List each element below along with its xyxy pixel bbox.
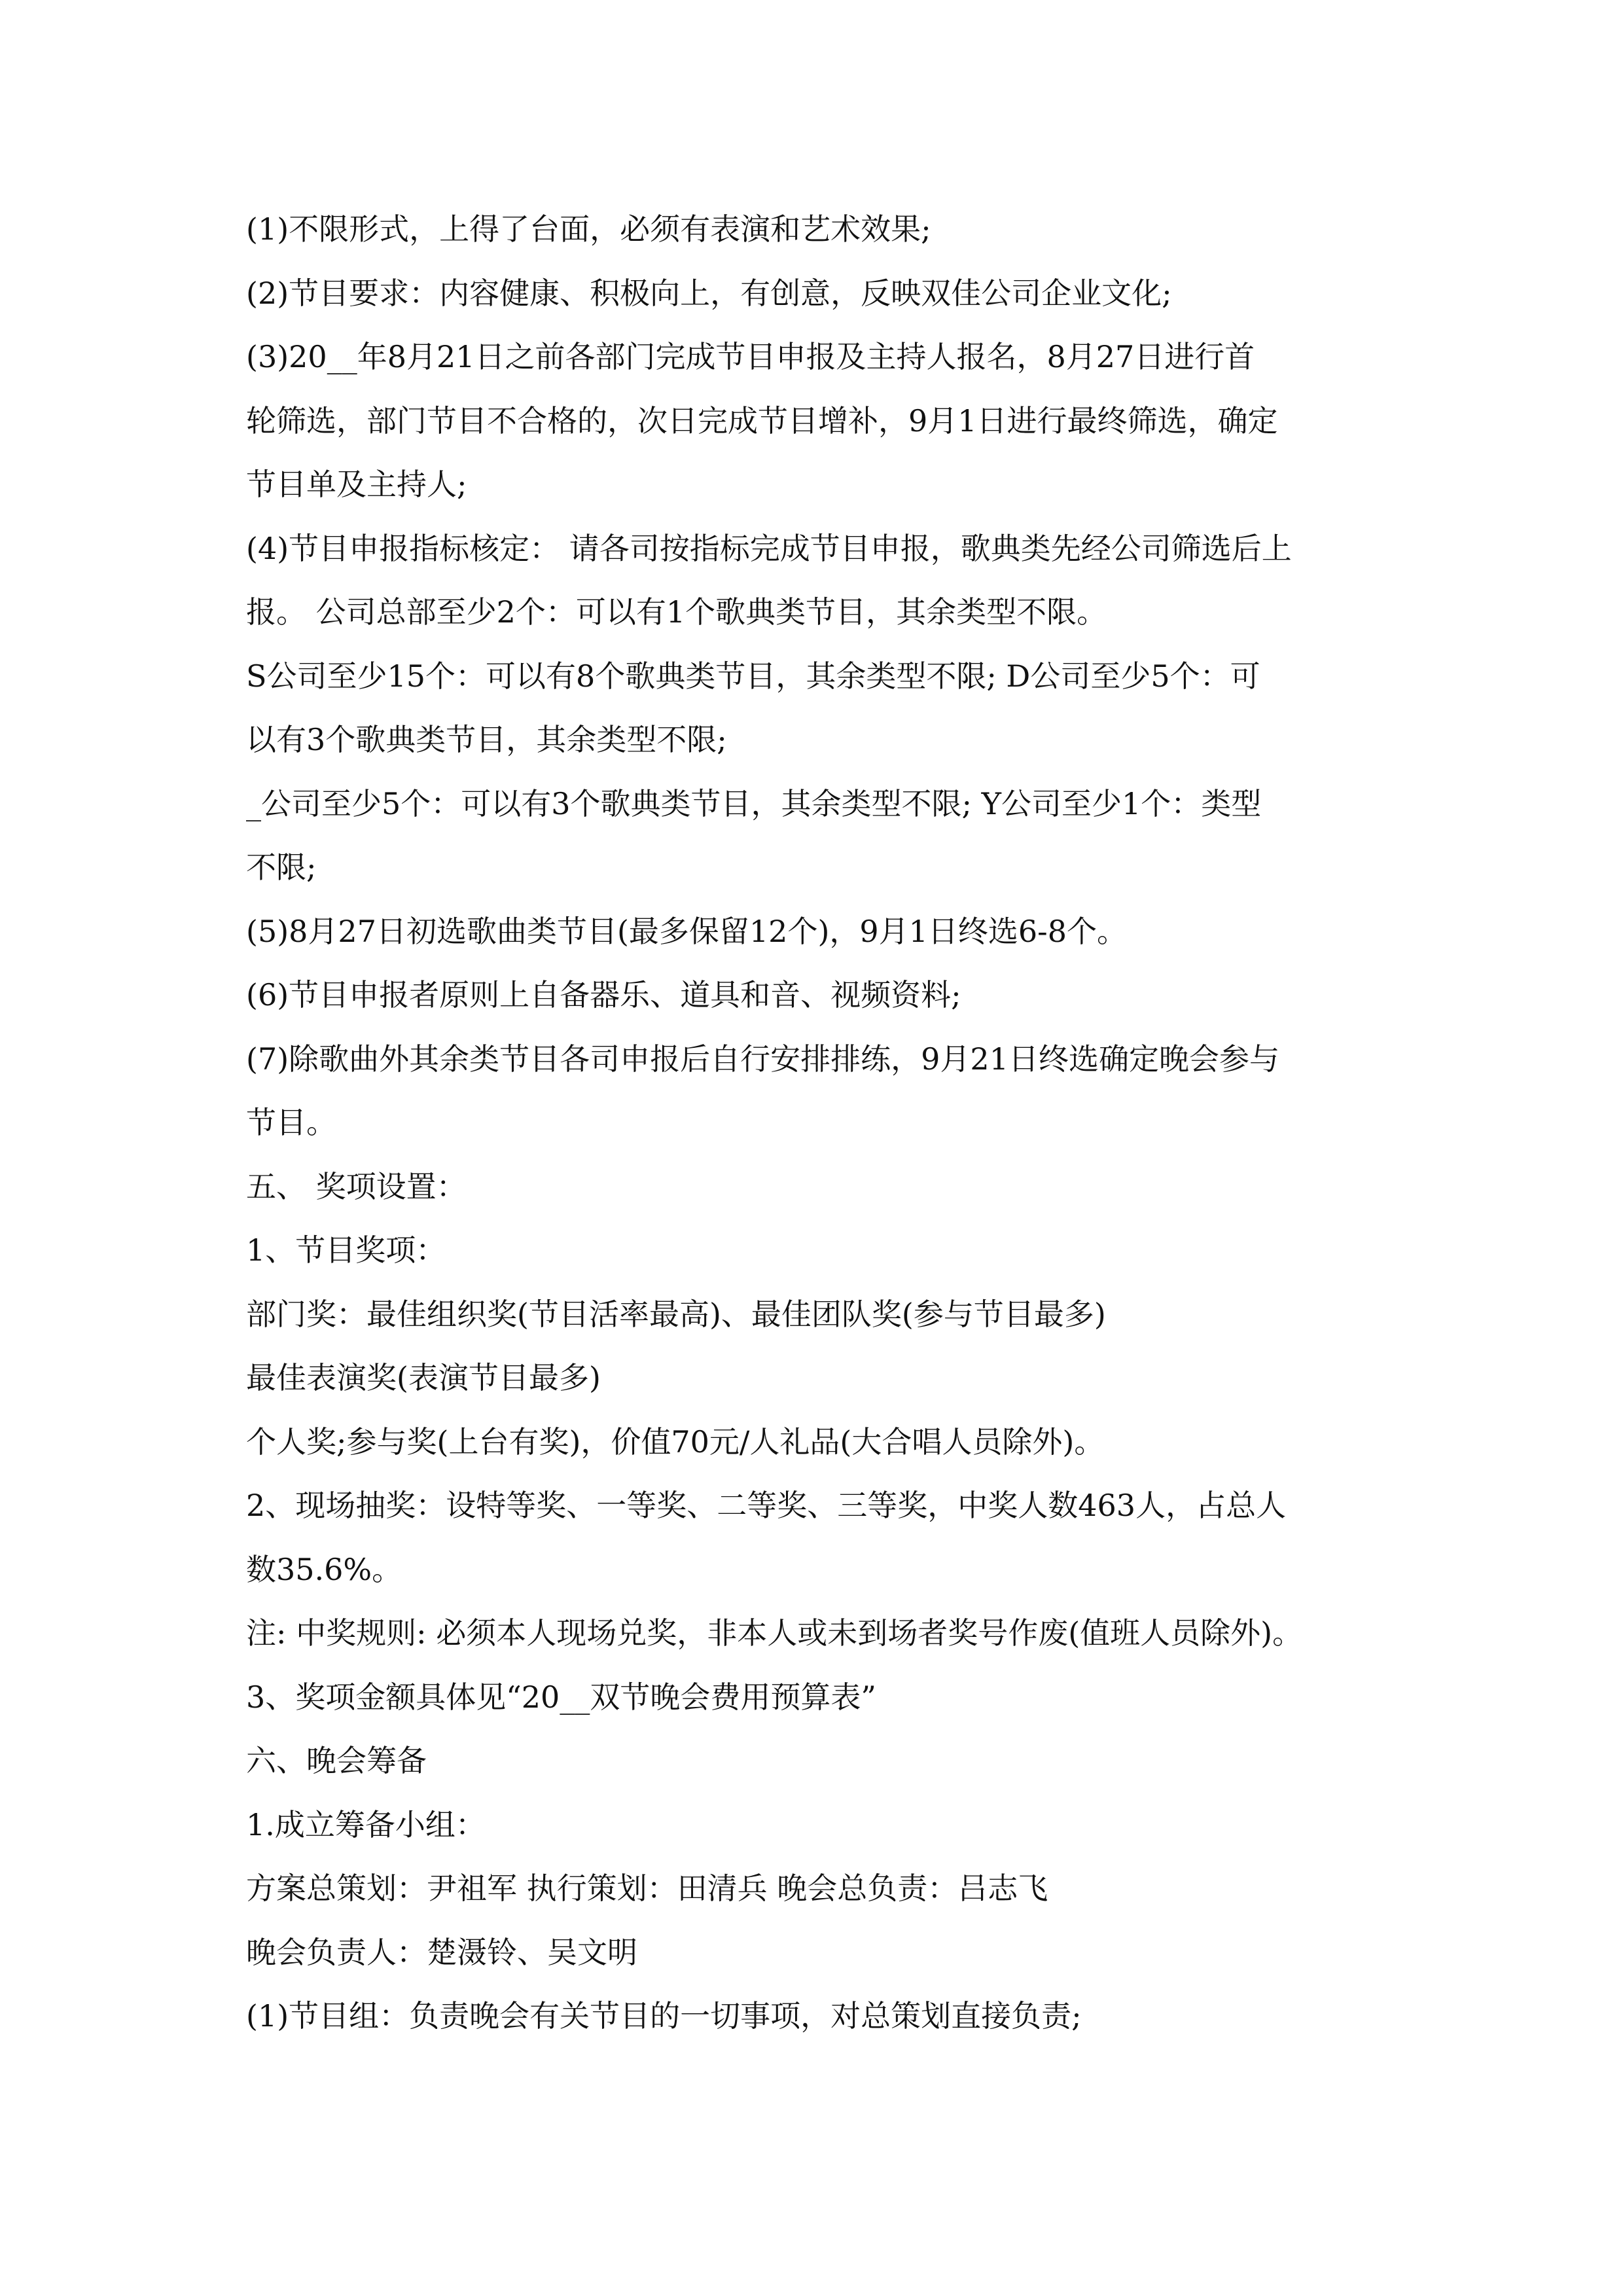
paragraph-line: 部门奖：最佳组织奖(节目活率最高)、最佳团队奖(参与节目最多) [246, 1296, 1106, 1332]
paragraph-line: 注: 中奖规则: 必须本人现场兑奖，非本人或未到场者奖号作废(值班人员除外)。 [246, 1615, 1303, 1651]
paragraph-line: 数35.6%。 [246, 1551, 402, 1587]
paragraph-line: (4)节目申报指标核定： 请各司按指标完成节目申报，歌典类先经公司筛选后上 [246, 530, 1292, 566]
paragraph-line: 节目。 [246, 1105, 336, 1140]
paragraph-line: 方案总策划：尹祖军 执行策划：田清兵 晚会总负责：吕志飞 [246, 1871, 1048, 1906]
paragraph-line: 报。 公司总部至少2个：可以有1个歌典类节目，其余类型不限。 [246, 594, 1107, 630]
paragraph-line: 个人奖;参与奖(上台有奖)，价值70元/人礼品(大合唱人员除外)。 [246, 1424, 1105, 1460]
paragraph-line: 节目单及主持人; [246, 467, 467, 502]
section-heading: 六、晚会筹备 [246, 1743, 427, 1778]
subsection-heading: 1.成立筹备小组： [246, 1806, 486, 1842]
subsection-heading: 1、节目奖项： [246, 1232, 446, 1268]
paragraph-line: S公司至少15个：可以有8个歌典类节目，其余类型不限; D公司至少5个：可 [246, 658, 1260, 694]
paragraph-line: 3、奖项金额具体见“20__双节晚会费用预算表” [246, 1679, 876, 1715]
paragraph-line: (7)除歌曲外其余类节目各司申报后自行安排排练，9月21日终选确定晚会参与 [246, 1041, 1279, 1077]
paragraph-line: 最佳表演奖(表演节目最多) [246, 1360, 601, 1395]
paragraph-line: (2)节目要求：内容健康、积极向上，有创意，反映双佳公司企业文化; [246, 275, 1172, 311]
paragraph-line: (5)8月27日初选歌曲类节目(最多保留12个)，9月1日终选6-8个。 [246, 913, 1127, 949]
document-body [246, 198, 1398, 2049]
paragraph-line: (6)节目申报者原则上自备器乐、道具和音、视频资料; [246, 977, 961, 1013]
section-heading: 五、 奖项设置： [246, 1168, 467, 1204]
paragraph-line: (3)20__年8月21日之前各部门完成节目申报及主持人报名，8月27日进行首 [246, 339, 1255, 374]
paragraph-line: 以有3个歌典类节目，其余类型不限; [246, 722, 727, 757]
paragraph-line: (1)节目组：负责晚会有关节目的一切事项，对总策划直接负责; [246, 1998, 1082, 2034]
paragraph-line: _公司至少5个：可以有3个歌典类节目，其余类型不限; Y公司至少1个：类型 [246, 785, 1262, 821]
paragraph-line: 晚会负责人：楚滠铃、吴文明 [246, 1934, 637, 1970]
paragraph-line: 2、现场抽奖：设特等奖、一等奖、二等奖、三等奖，中奖人数463人，占总人 [246, 1488, 1287, 1523]
paragraph-line: 不限; [246, 850, 317, 885]
paragraph-line: 轮筛选，部门节目不合格的，次日完成节目增补，9月1日进行最终筛选，确定 [246, 403, 1278, 439]
paragraph-line: (1)不限形式，上得了台面，必须有表演和艺术效果; [246, 211, 931, 247]
